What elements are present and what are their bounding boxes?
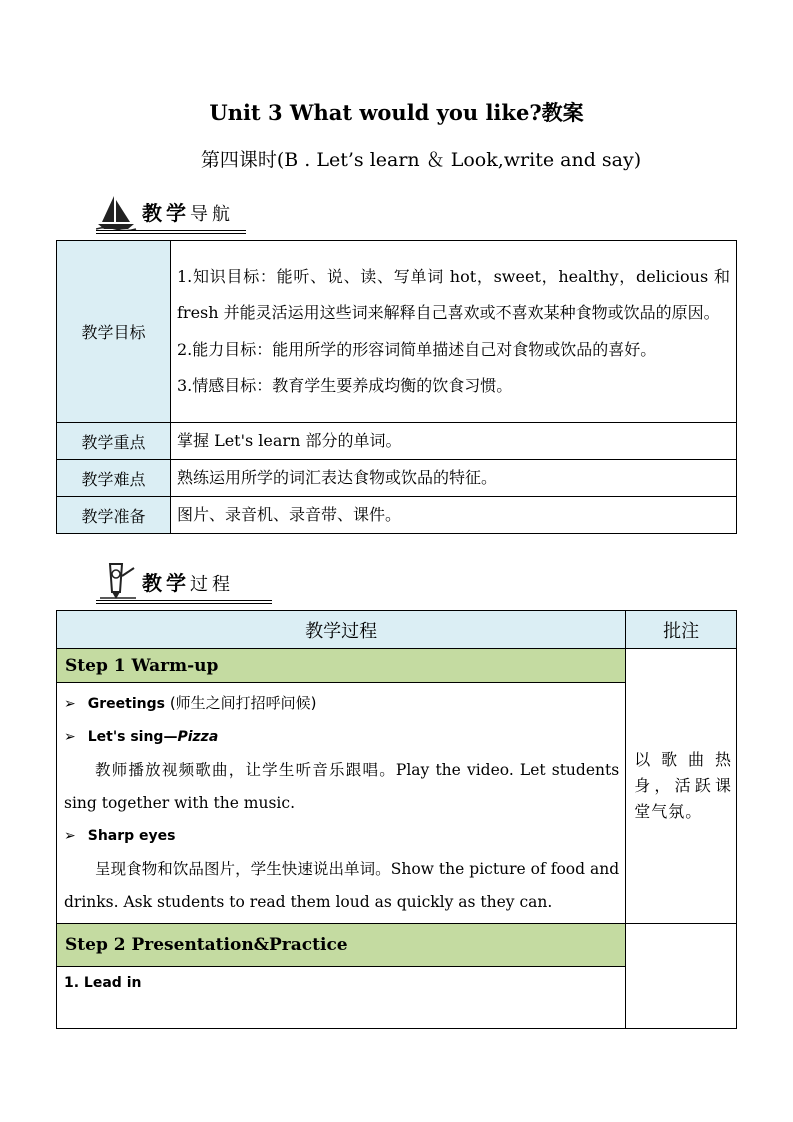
objective-knowledge: 1.知识目标：能听、说、读、写单词 hot，sweet，healthy，delicious 和 fresh 并能灵活运用这些词来解释自己喜欢或不喜欢某种食物或饮品的原因。 (177, 266, 730, 322)
process-section-heading (96, 560, 272, 600)
step2-lead-in: 1. Lead in (57, 967, 626, 1029)
key-points-value: 掌握 Let's learn 部分的单词。 (171, 423, 737, 460)
step1-note: 以歌曲热身，活跃课堂气氛。 (626, 649, 737, 924)
step2-heading: Step 2 Presentation&Practice (57, 924, 626, 967)
table-row (57, 241, 737, 423)
step2-note (626, 924, 737, 1029)
nav-section-label-light: 导航 (190, 204, 234, 225)
key-points-label: 教学重点 (57, 423, 171, 460)
table-header-row (57, 611, 737, 649)
nav-section-underline (96, 230, 246, 234)
objective-emotion: 3.情感目标：教育学生要养成均衡的饮食习惯。 (177, 376, 513, 395)
sailboat-icon (96, 192, 138, 230)
step1-body (57, 683, 626, 924)
teaching-process-table (56, 610, 737, 1029)
bullet-sharp-eyes: ➢ Sharp eyes (64, 828, 176, 844)
objectives-label: 教学目标 (57, 241, 171, 423)
arrow-bullet-icon: ➢ (64, 828, 76, 844)
process-section-underline (96, 600, 272, 604)
table-row (57, 460, 737, 497)
lets-sing-description: 教师播放视频歌曲，让学生听音乐跟唱。Play the video. Let students sing together with the music. (64, 761, 620, 812)
objectives-cell (171, 241, 737, 423)
process-section-label-bold: 教学 (142, 571, 190, 595)
process-section-label-light: 过程 (190, 574, 234, 595)
nav-section-heading (96, 190, 246, 230)
table-row (57, 423, 737, 460)
teaching-nav-table (56, 240, 737, 534)
preparation-label: 教学准备 (57, 497, 171, 534)
table-row (57, 497, 737, 534)
objective-ability: 2.能力目标：能用所学的形容词简单描述自己对食物或饮品的喜好。 (177, 339, 657, 359)
nav-section-label-bold: 教学 (142, 201, 190, 225)
pencil-figure-icon (96, 562, 138, 600)
bullet-lets-sing: ➢ Let's sing—Pizza (64, 729, 219, 745)
document-title: Unit 3 What would you like?教案 (209, 100, 584, 125)
arrow-bullet-icon: ➢ (64, 729, 76, 745)
arrow-bullet-icon: ➢ (64, 696, 76, 712)
process-column-header: 教学过程 (57, 611, 626, 649)
preparation-value: 图片、录音机、录音带、课件。 (171, 497, 737, 534)
difficulty-label: 教学难点 (57, 460, 171, 497)
document-subtitle: 第四课时(B . Let’s learn ＆ Look,write and say) (200, 149, 642, 171)
sharp-eyes-description: 呈现食物和饮品图片，学生快速说出单词。Show the picture of food and drinks. Ask students to read them loud as quickly as they can. (64, 860, 620, 911)
notes-column-header: 批注 (626, 611, 737, 649)
bullet-greetings: ➢ Greetings (师生之间打招呼问候) (64, 694, 317, 712)
table-row (57, 649, 737, 683)
table-row (57, 924, 737, 967)
difficulty-value: 熟练运用所学的词汇表达食物或饮品的特征。 (171, 460, 737, 497)
step1-heading: Step 1 Warm-up (57, 649, 626, 683)
